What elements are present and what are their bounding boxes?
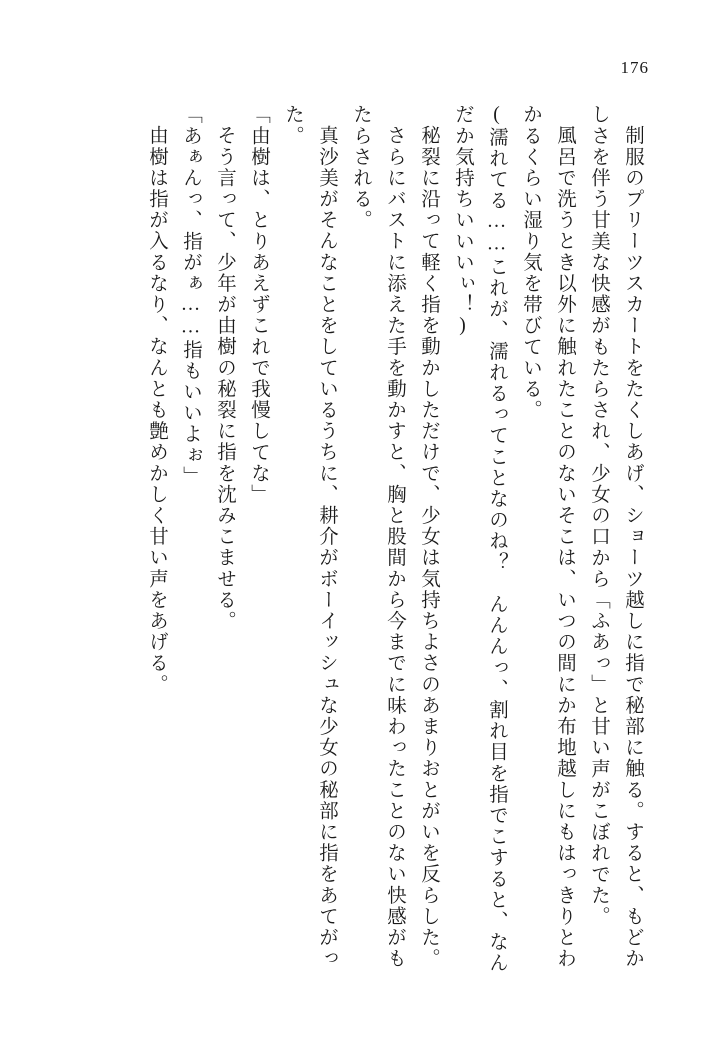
- paragraph: さらにバストに添えた手を動かすと、胸と股間から今までに味わったことのない快感がもたらされる。: [350, 104, 405, 969]
- paragraph: 由樹は指が入るなり、なんとも艶めかしく甘い声をあげる。: [146, 125, 167, 695]
- paragraph: 制服のプリーツスカートをたくしあげ、ショーツ越しに指で秘部に触る。すると、もどかしさを伴う甘美な快感がもたらされ、少女の口から「ふあっ」と甘い声がこぼれでた。: [588, 104, 643, 969]
- paragraph: 秘裂に沿って軽く指を動かしただけで、少女は気持ちよさのあまりおとがいを反らした。: [418, 125, 439, 969]
- paragraph: (濡れてる……これが、濡れるってことなのね？ んんんっ、割れ目を指でこすると、なんだか気持ちいいいぃ！): [452, 104, 507, 974]
- paragraph: 風呂で洗うとき以外に触れたことのないそこは、いつの間にか布地越しにもはっきりとわかるくらい湿り気を帯びている。: [520, 104, 575, 969]
- paragraph: 真沙美がそんなことをしているうちに、耕介がボーイッシュな少女の秘部に指をあてがった。: [282, 104, 337, 969]
- paragraph: 「あぁんっ、指がぁ……指もいいよぉ」: [180, 104, 201, 487]
- page-number: 176: [620, 58, 649, 77]
- paragraph: 「由樹は、とりあえずこれで我慢してな」: [248, 104, 269, 505]
- paragraph: そう言って、少年が由樹の秘裂に指を沈みこませる。: [214, 125, 235, 632]
- page-body-text: [58, 104, 649, 986]
